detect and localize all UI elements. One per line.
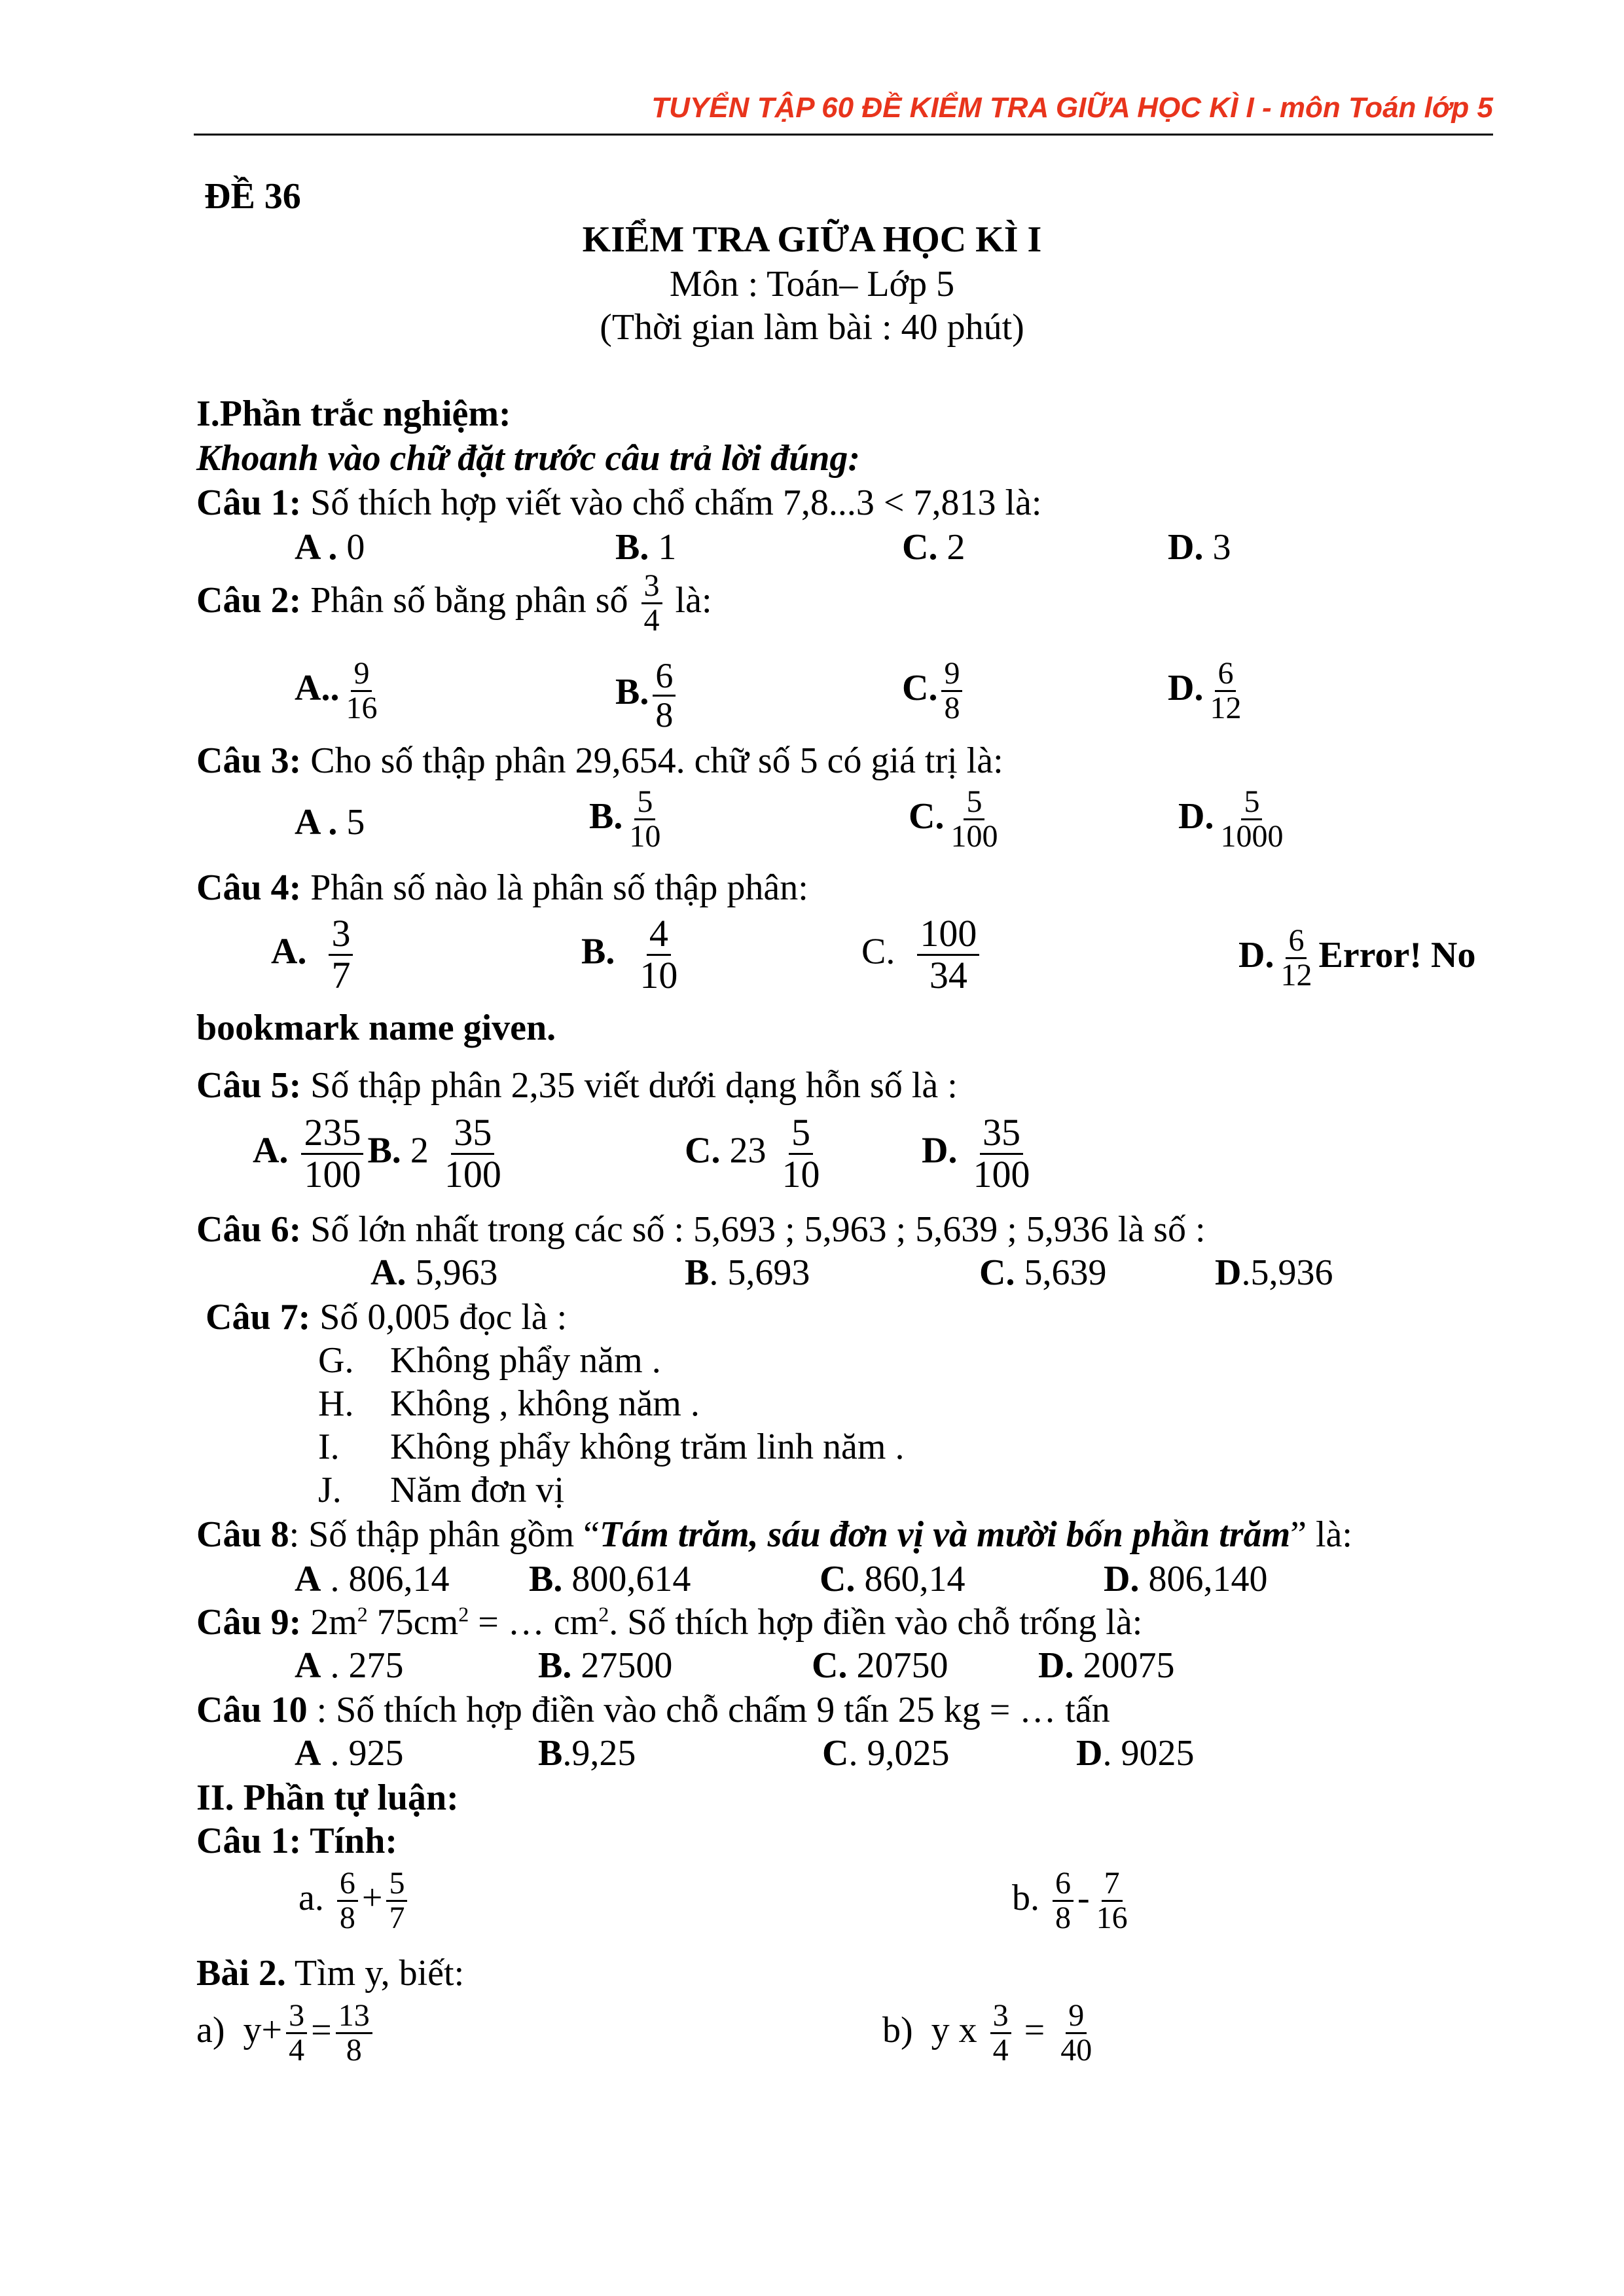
exercise-1a: a. $\frac{6}{8}$ + $\frac{5}{7}$ (298, 1867, 411, 1935)
q5-option-c: C. 23 $\frac{5}{10}$ (685, 1111, 820, 1195)
document-header: TUYỂN TẬP 60 ĐỀ KIỂM TRA GIỮA HỌC KÌ I - môn Toán lớp 5 (651, 92, 1493, 124)
q8-option-c: C. 860,14 (820, 1559, 965, 1599)
question-10: Câu 10 : Số thích hợp điền vào chỗ chấm 9 tấn 25 kg = … tấn (196, 1690, 1110, 1730)
q4-option-c: C. $\frac{100}{34}$ (861, 914, 983, 996)
q1-option-a: A . 0 (295, 527, 365, 568)
exam-subject: Môn : Toán– Lớp 5 (669, 264, 955, 304)
q7-option-i: I. Không phẩy không trăm linh năm . (318, 1427, 905, 1467)
q7-option-j: J. Năm đơn vị (318, 1470, 565, 1510)
q6-option-b: B. 5,693 (685, 1252, 810, 1293)
part1-heading: I.Phần trắc nghiệm: (196, 393, 511, 434)
q10-option-b: B.9,25 (538, 1733, 636, 1774)
q4-option-d: D. $\frac{6}{12}$ Error! No (1238, 923, 1476, 993)
q3-option-a: A . 5 (295, 802, 365, 843)
q9-option-d: D. 20075 (1038, 1645, 1175, 1686)
q2-option-a: A.. $\frac{9}{16}$ (295, 656, 378, 726)
q4-option-b: B. $\frac{4}{10}$ (581, 912, 678, 996)
fraction: $\frac{3}{4}$ (641, 570, 662, 638)
q1-option-c: C. 2 (902, 527, 965, 568)
question-8: Câu 8: Số thập phân gồm “Tám trăm, sáu đơn vị và mười bốn phần trăm” là: (196, 1514, 1352, 1555)
question-1: Câu 1: Số thích hợp viết vào chổ chấm 7,8...3 < 7,813 là: (196, 483, 1042, 523)
q9-option-c: C. 20750 (812, 1645, 948, 1686)
q9-option-a: A . 275 (295, 1645, 404, 1686)
q10-option-c: C. 9,025 (822, 1733, 950, 1774)
q4-option-a: A. $\frac{3}{7}$ (271, 914, 357, 996)
q10-option-d: D. 9025 (1076, 1733, 1195, 1774)
q6-option-c: C. 5,639 (979, 1252, 1107, 1293)
exam-title: KIỂM TRA GIỮA HỌC KÌ I (582, 219, 1042, 260)
exercise-2-heading: Bài 2. Tìm y, biết: (196, 1953, 465, 1994)
header-divider (194, 134, 1493, 136)
q3-option-c: C. $\frac{5}{100}$ (909, 784, 998, 854)
exercise-1b: b. $\frac{6}{8}$ - $\frac{7}{16}$ (1012, 1866, 1128, 1936)
question-2: Câu 2: Phân số bằng phân số $\frac{3}{4}$ là: (196, 568, 712, 638)
q5-options-a-b: A. $\frac{235}{100}$ B. 2 $\frac{35}{100}$ (253, 1111, 501, 1195)
q1-option-d: D. 3 (1168, 527, 1231, 568)
question-7: Câu 7: Số 0,005 đọc là : (206, 1297, 568, 1338)
question-4: Câu 4: Phân số nào là phân số thập phân: (196, 867, 808, 908)
question-9: Câu 9: $2m^2$ $75cm^2$ = … $cm^2$. Số thích hợp điền vào chỗ trống là: (196, 1602, 1143, 1643)
q5-option-d: D. $\frac{35}{100}$ (922, 1111, 1030, 1195)
exercise-1-heading: Câu 1: Tính: (196, 1821, 398, 1861)
q2-option-b: B. $\frac{6}{8}$ (615, 657, 679, 733)
exam-duration: (Thời gian làm bài : 40 phút) (600, 307, 1024, 348)
q1-option-b: B. 1 (615, 527, 677, 568)
q3-option-d: D. $\frac{5}{1000}$ (1178, 784, 1284, 854)
question-5: Câu 5: Số thập phân 2,35 viết dưới dạng hỗn số là : (196, 1065, 958, 1106)
q8-option-d: D. 806,140 (1104, 1559, 1268, 1599)
q8-option-b: B. 800,614 (529, 1559, 691, 1599)
q10-option-a: A . 925 (295, 1733, 404, 1774)
q2-option-c: C. $\frac{9}{8}$ (902, 657, 966, 725)
exercise-2b: b) y x $\frac{3}{4}$ = $\frac{9}{40}$ (882, 1998, 1092, 2068)
q3-option-b: B. $\frac{5}{10}$ (589, 784, 661, 854)
q7-option-g: G. Không phẩy năm . (318, 1340, 661, 1381)
question-3: Câu 3: Cho số thập phân 29,654. chữ số 5 có giá trị là: (196, 740, 1003, 781)
question-6: Câu 6: Số lớn nhất trong các số : 5,693 ; 5,963 ; 5,639 ; 5,936 là số : (196, 1209, 1206, 1250)
q8-option-a: A . 806,14 (295, 1559, 450, 1599)
exercise-2a: a) y+ $\frac{3}{4}$ = $\frac{13}{8}$ (196, 1999, 376, 2068)
q6-option-d: D.5,936 (1215, 1252, 1333, 1293)
part2-heading: II. Phần tự luận: (196, 1777, 459, 1818)
q2-option-d: D. $\frac{6}{12}$ (1168, 656, 1242, 726)
q6-option-a: A. 5,963 (370, 1252, 498, 1293)
exam-code: ĐỀ 36 (204, 176, 301, 217)
q7-option-h: H. Không , không năm . (318, 1383, 700, 1424)
q4-error-continuation: bookmark name given. (196, 1008, 556, 1048)
part1-instruction: Khoanh vào chữ đặt trước câu trả lời đúng: (196, 438, 861, 479)
q9-option-b: B. 27500 (538, 1645, 673, 1686)
